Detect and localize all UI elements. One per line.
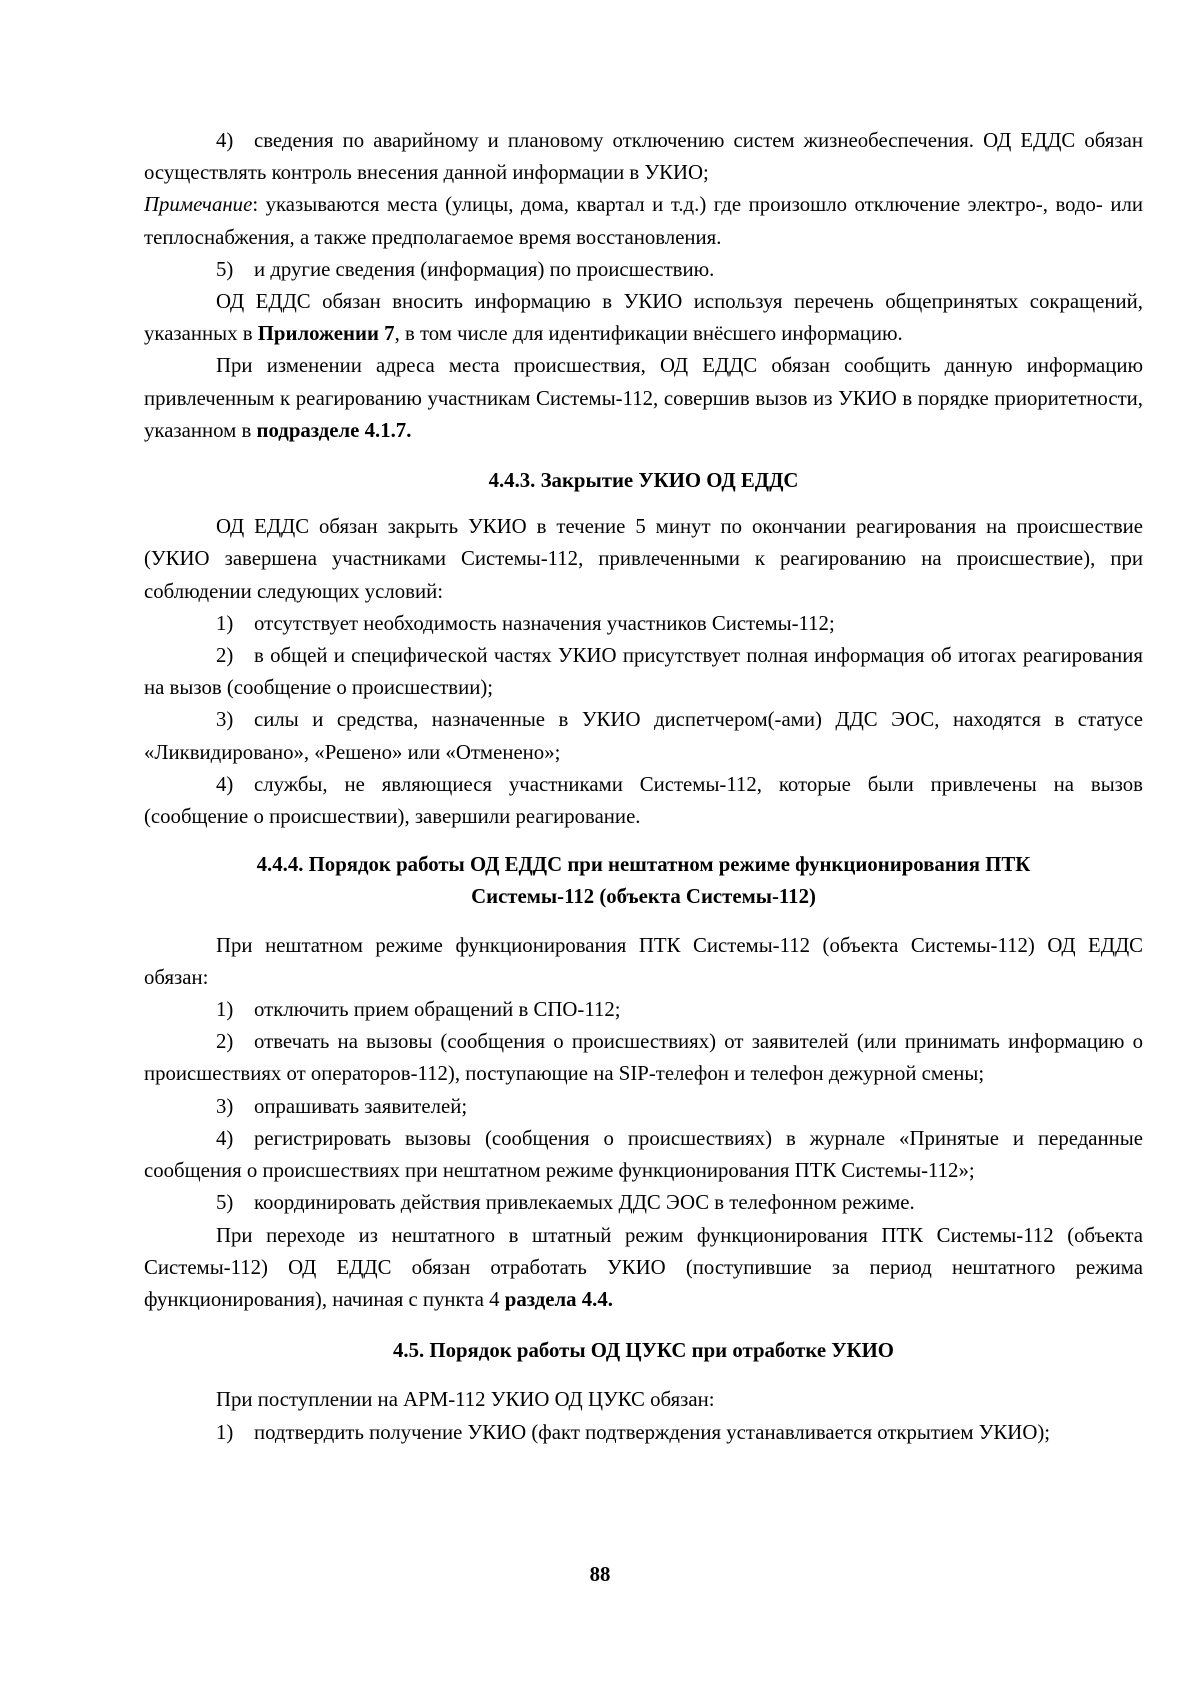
list-number: 2) [216,1030,234,1054]
list-text: отсутствует необходимость назначения участников Системы-112; [254,611,835,635]
paragraph-text: ОД ЕДДС обязан вносить информацию в УКИО используя перечень общепринятых сокращений, указанных в [144,290,1143,346]
list-text: сведения по аварийному и плановому отключению систем жизнеобеспечения. ОД ЕДДС обязан осуществлять контроль внесения данной информации в УКИО; [144,129,1143,185]
list-text: в общей и специфической частях УКИО присутствует полная информация об итогах реагирования на вызов (сообщение о происшествии); [144,644,1143,700]
paragraph-abbreviations [144,286,1143,350]
list-item-4 [144,125,1143,189]
list-number: 1) [216,611,234,635]
list-number: 5) [216,257,234,281]
list-number: 3) [216,1094,234,1118]
list-number: 1) [216,1420,234,1444]
list-item [144,1123,1143,1187]
list-item [144,1091,1143,1123]
note-paragraph [144,189,1143,253]
list-item [144,640,1143,704]
paragraph-return-normal-mode [144,1220,1143,1317]
list-number: 4) [216,1126,234,1150]
list-item [144,994,1143,1026]
paragraph-text: При изменении адреса места происшествия, ОД ЕДДС обязан сообщить данную информацию привлеченным к реагированию участникам Системы-112, совершив вызов из УКИО в порядке приоритетности, указанном в [144,354,1143,442]
list-item [144,704,1143,768]
list-number: 5) [216,1191,234,1215]
list-text: отключить прием обращений в СПО-112; [254,998,621,1022]
list-item [144,769,1143,833]
heading-4-4-4 [144,849,1143,913]
paragraph-tsuks: При поступлении на АРМ-112 УКИО ОД ЦУКС обязан: [216,1388,715,1412]
paragraph-emergency-mode: При нештатном режиме функционирования ПТК Системы-112 (объекта Системы-112) ОД ЕДДС обязан: [144,933,1143,989]
list-text: регистрировать вызовы (сообщения о происшествиях) в журнале «Принятые и переданные сообщения о происшествиях при нештатном режиме функционирования ПТК Системы-112»; [144,1126,1143,1183]
list-item [144,1026,1143,1090]
list-text: опрашивать заявителей; [254,1094,468,1118]
list-text: и другие сведения (информация) по происшествию. [254,257,715,281]
list-number: 4) [216,129,234,152]
heading-line: Системы-112 (объекта Системы-112) [471,885,816,909]
paragraph-text: , в том числе для идентификации внёсшего информацию. [394,322,903,346]
note-label: Примечание [144,193,253,217]
list-text: силы и средства, назначенные в УКИО диспетчером(-ами) ДДС ЭОС, находятся в статусе «Ликвидировано», «Решено» или «Отменено»; [144,708,1143,764]
list-item [144,1417,1143,1449]
section-reference: раздела 4.4. [504,1287,613,1311]
list-text: службы, не являющиеся участниками Системы-112, которые были привлечены на вызов (сообщение о происшествии), завершили реагирование. [144,772,1143,829]
heading-4-4-3: 4.4.3. Закрытие УКИО ОД ЕДДС [488,469,799,493]
list-item-5 [144,254,1143,286]
list-item [144,1187,1143,1219]
page-body [144,125,1143,1449]
list-number: 2) [216,644,234,668]
list-text: отвечать на вызовы (сообщения о происшествиях) от заявителей (или принимать информацию о происшествиях от операторов-112), поступающие на SIP-телефон и телефон дежурной смены; [144,1030,1143,1086]
list-number: 3) [216,708,234,732]
appendix-reference: Приложении 7 [257,322,395,346]
heading-line: 4.4.4. Порядок работы ОД ЕДДС при нештатном режиме функционирования ПТК [256,853,1031,877]
paragraph-text: При переходе из нештатного в штатный режим функционирования ПТК Системы-112 (объекта Системы-112) ОД ЕДДС обязан отработать УКИО (поступившие за период нештатного режима функционирования), начиная с пункта 4 [144,1223,1143,1311]
subsection-reference: подразделе 4.1.7. [256,418,412,442]
paragraph-close-ukio: ОД ЕДДС обязан закрыть УКИО в течение 5 минут по окончании реагирования на происшествие (УКИО завершена участниками Системы-112, привлеченными к реагированию на происшествие), при соблюдении следующих условий: [144,515,1143,603]
list-number: 4) [216,772,234,796]
paragraph-address-change [144,350,1143,447]
heading-4-5: 4.5. Порядок работы ОД ЦУКС при отработке УКИО [393,1339,894,1363]
page-number: 88 [589,1563,611,1586]
list-number: 1) [216,998,234,1022]
list-text: координировать действия привлекаемых ДДС ЭОС в телефонном режиме. [254,1191,915,1215]
list-text: подтвердить получение УКИО (факт подтверждения устанавливается открытием УКИО); [254,1420,1051,1444]
list-item [144,608,1143,640]
note-text: : указываются места (улицы, дома, квартал и т.д.) где произошло отключение электро-, водо- или теплоснабжения, а также предполагаемое время восстановления. [144,193,1143,249]
